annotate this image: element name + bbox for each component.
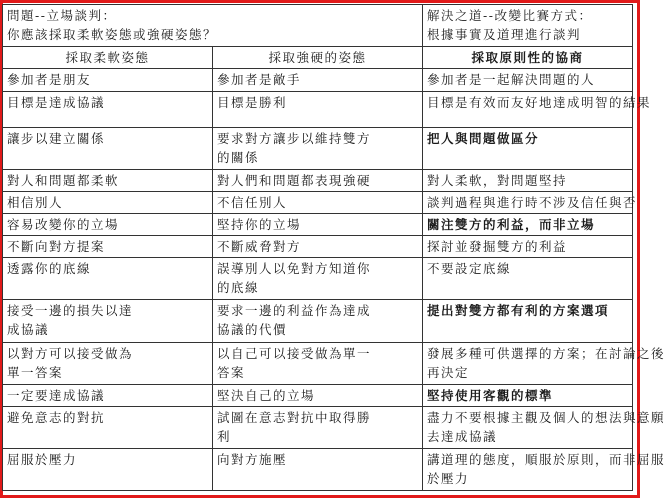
soft-text: 以對方可以接受做為 (7, 345, 134, 361)
table-row (3, 69, 633, 92)
soft-text: 容易改變你的立場 (7, 217, 120, 233)
hard-text: 不信任別人 (217, 195, 288, 211)
negotiation-comparison-table (2, 4, 665, 491)
principled-text: 對人柔軟，對問題堅持 (427, 173, 568, 189)
table-row (3, 170, 633, 192)
soft-cell (3, 128, 213, 170)
hard-cell (213, 192, 423, 214)
hard-text: 要求對方讓步以維持雙方 (217, 131, 372, 147)
soft-cell (3, 170, 213, 192)
solution-header-cell (423, 5, 633, 47)
principled-text: 發展多種可供選擇的方案；在討論之後 (427, 345, 665, 361)
soft-cell (3, 214, 213, 236)
hard-text: 對人們和問題都表現強硬 (217, 173, 372, 189)
soft-text: 接受一邊的損失以達 (7, 303, 134, 319)
hard-text: 要求一邊的利益作為達成 (217, 303, 372, 319)
hard-text: 的底線 (217, 280, 260, 296)
principled-text: 目標是有效而友好地達成明智的結果 (427, 95, 652, 111)
table-row (3, 128, 633, 170)
hard-text: 不斷威脅對方 (217, 239, 302, 255)
principled-text: 於壓力 (427, 470, 470, 486)
principled-cell (423, 258, 633, 300)
soft-cell (3, 448, 213, 490)
table-row (3, 406, 633, 448)
table-row (3, 236, 633, 258)
principled-text: 把人與問題做區分 (427, 131, 540, 147)
principled-cell (423, 236, 633, 258)
hard-cell (213, 448, 423, 490)
principled-cell (423, 214, 633, 236)
soft-text: 成協議 (7, 322, 50, 338)
hard-text: 堅決自己的立場 (217, 387, 316, 403)
hard-text: 堅持你的立場 (217, 217, 302, 233)
hard-text: 利 (217, 428, 232, 444)
soft-text: 避免意志的對抗 (7, 409, 106, 425)
soft-text: 對人和問題都柔軟 (7, 173, 120, 189)
table-row (3, 214, 633, 236)
principled-cell (423, 192, 638, 214)
principled-cell (423, 406, 665, 448)
hard-cell (213, 214, 423, 236)
table-row (3, 92, 633, 128)
column-header-row (3, 47, 633, 69)
hard-text: 向對方施壓 (217, 451, 288, 467)
principled-text: 再決定 (427, 364, 470, 380)
soft-text: 屈服於壓力 (7, 451, 78, 467)
hard-cell (213, 300, 423, 342)
hard-text: 參加者是敵手 (217, 72, 302, 88)
hard-cell (213, 406, 423, 448)
hard-cell (213, 236, 423, 258)
hard-text: 協議的代價 (217, 322, 288, 338)
principled-text: 探討並發掘雙方的利益 (427, 239, 568, 255)
hard-cell (213, 170, 423, 192)
soft-cell (3, 192, 213, 214)
principled-text: 參加者是一起解決問題的人 (427, 72, 596, 88)
soft-cell (3, 258, 213, 300)
header-row (3, 5, 633, 47)
soft-cell (3, 342, 213, 384)
hard-text: 目標是勝利 (217, 95, 288, 111)
hard-cell (213, 69, 423, 92)
table-row (3, 448, 633, 490)
table-row (3, 384, 633, 406)
soft-cell (3, 300, 213, 342)
soft-text: 不斷向對方提案 (7, 239, 106, 255)
hard-cell (213, 258, 423, 300)
principled-text: 提出對雙方都有利的方案選項 (427, 303, 610, 319)
principled-cell (423, 170, 633, 192)
hard-text: 誤導別人以免對方知道你 (217, 261, 372, 277)
soft-cell (3, 92, 213, 128)
principled-cell (423, 69, 633, 92)
hard-cell (213, 92, 423, 128)
soft-text: 單一答案 (7, 364, 64, 380)
principled-text: 講道理的態度，順服於原則，而非屈服 (427, 451, 665, 467)
soft-cell (3, 384, 213, 406)
principled-cell (423, 92, 652, 128)
principled-text: 堅持使用客觀的標準 (427, 387, 554, 403)
hard-text: 答案 (217, 364, 246, 380)
hard-cell (213, 342, 423, 384)
solution-title: 解決之道--改變比賽方式： (427, 8, 593, 23)
hard-column-header: 採取強硬的姿態 (213, 47, 423, 69)
table-row (3, 258, 633, 300)
hard-cell (213, 128, 423, 170)
principled-text: 盡力不要根據主觀及個人的想法與意願 (427, 409, 665, 425)
principled-column-header: 採取原則性的協商 (423, 47, 633, 69)
soft-text: 參加者是朋友 (7, 72, 92, 88)
principled-cell (423, 342, 665, 384)
hard-text: 的關係 (217, 150, 260, 166)
soft-column-header: 採取柔軟姿態 (3, 47, 213, 69)
solution-description: 根據事實及道理進行談判 (427, 27, 582, 42)
soft-text: 透露你的底線 (7, 261, 92, 277)
problem-title: 問題--立場談判： (7, 8, 117, 23)
hard-text: 以自己可以接受做為單一 (217, 345, 372, 361)
problem-question: 你應該採取柔軟姿態或強硬姿態？ (7, 27, 218, 42)
principled-cell (423, 448, 665, 490)
principled-cell (423, 384, 633, 406)
soft-cell (3, 69, 213, 92)
table-row (3, 300, 633, 342)
hard-cell (213, 384, 423, 406)
soft-text: 讓步以建立關係 (7, 131, 106, 147)
principled-cell (423, 300, 633, 342)
principled-text: 去達成協議 (427, 428, 498, 444)
principled-cell (423, 128, 633, 170)
problem-header-cell (3, 5, 423, 47)
soft-text: 相信別人 (7, 195, 64, 211)
hard-text: 試圖在意志對抗中取得勝 (217, 409, 372, 425)
soft-cell (3, 236, 213, 258)
principled-text: 談判過程與進行時不涉及信任與否 (427, 195, 638, 211)
soft-cell (3, 406, 213, 448)
principled-text: 關注雙方的利益，而非立場 (427, 217, 596, 233)
soft-text: 一定要達成協議 (7, 387, 106, 403)
table-row (3, 192, 633, 214)
principled-text: 不要設定底線 (427, 261, 512, 277)
soft-text: 目標是達成協議 (7, 95, 106, 111)
table-row (3, 342, 633, 384)
